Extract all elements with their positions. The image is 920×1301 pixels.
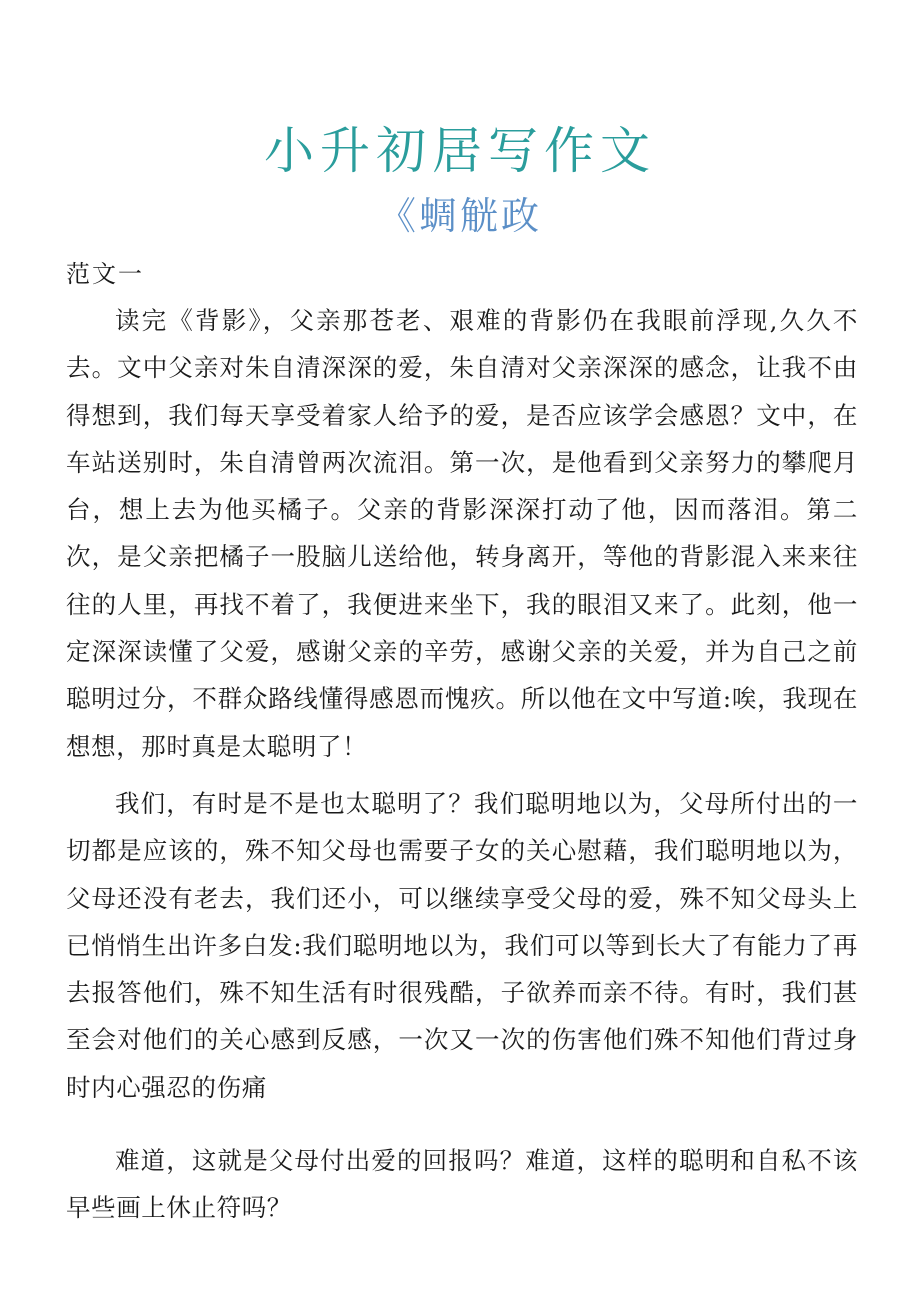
paragraph-text: 读完《背影》，父亲那苍老、艰难的背影仍在我眼前浮现,久久不去。文中父亲对朱自清深深的爱，朱自清对父亲深深的感念，让我不由得想到，我们每天享受着家人给予的爱，是否应该学会感恩？文中，在车站送别时，朱自清曾两次流泪。第一次，是他看到父亲努力的攀爬月台，想上去为他买橘子。父亲的背影深深打动了他，因而落泪。第二次，是父亲把橘子一股脑儿送给他，转身离开，等他的背影混入来来往往的人里，再找不着了，我便进来坐下，我的眼泪又来了。此刻，他一定深深读懂了父爱，感谢父亲的辛劳，感谢父亲的关爱，并为自己之前聪明过分，不群众路线懂得感恩而愧疚。所以他在文中写道:唉，我现在想想，那时真是太聪明了！ xyxy=(66,306,858,761)
page-title: 小升初居写作文 xyxy=(264,121,656,180)
paragraph-2 xyxy=(66,780,858,1111)
paragraph-1 xyxy=(66,297,858,770)
paragraph-text: 我们，有时是不是也太聪明了？我们聪明地以为，父母所付出的一切都是应该的，殊不知父母也需要子女的关心慰藉，我们聪明地以为，父母还没有老去，我们还小，可以继续享受父母的爱，殊不知父母头上已悄悄生出许多白发:我们聪明地以为，我们可以等到长大了有能力了再去报答他们，殊不知生活有时很残酷，子欲养而亲不待。有时，我们甚至会对他们的关心感到反感，一次又一次的伤害他们殊不知他们背过身时内心强忍的伤痛 xyxy=(66,789,858,1102)
section-label: 范文一 xyxy=(66,260,144,288)
page-subtitle: 《蜩觥政 xyxy=(377,194,542,238)
paragraph-text: 难道，这就是父母付出爱的回报吗？难道，这样的聪明和自私不该早些画上休止符吗？ xyxy=(66,1146,858,1223)
paragraph-3 xyxy=(66,1137,858,1232)
